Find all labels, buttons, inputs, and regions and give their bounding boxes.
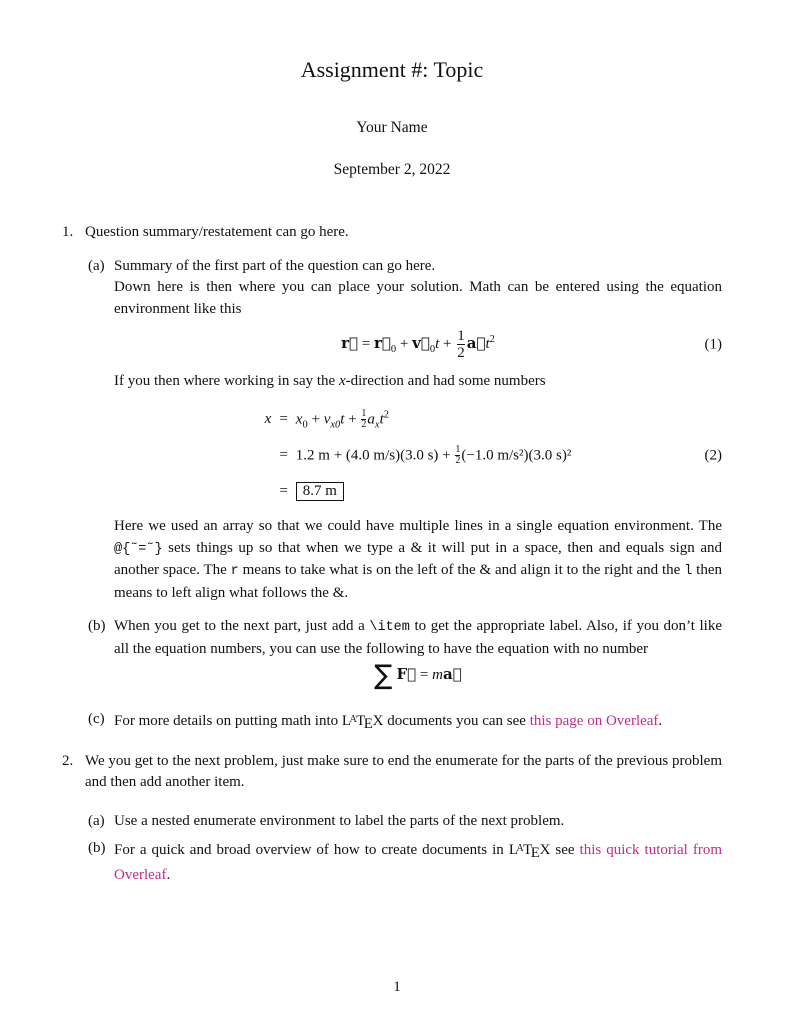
text-segment: to get the appropriate label. Also, if you don’t like all the equation numbers, you can use the following to have the equation with no number [114, 618, 722, 657]
document-date: September 2, 2022 [333, 160, 451, 178]
equation-row3 [296, 481, 572, 503]
part-label: (b) [88, 840, 106, 857]
math-token: (−1.0 m/s²)(3.0 s)² [461, 447, 572, 464]
item2-part-a-text: Use a nested enumerate environment to label the parts of the next problem. [114, 812, 565, 829]
part-body [114, 616, 722, 697]
latex-letter: L [508, 842, 518, 859]
enumerate-list [62, 222, 722, 886]
part-body [114, 811, 722, 833]
latex-letter: L [341, 712, 352, 729]
array-explanation [114, 516, 722, 604]
code-token: \item [369, 620, 410, 636]
part-label: (c) [88, 710, 105, 727]
part-a [85, 811, 722, 833]
math-token: 1 [457, 328, 465, 344]
math-token: = [279, 482, 288, 499]
empty-cell [265, 481, 272, 503]
latex-letter: E [530, 845, 540, 862]
equation-2-array [114, 409, 722, 503]
boxed-answer: 8.7 m [296, 482, 344, 501]
math-token: x [338, 373, 346, 390]
part-label: (a) [88, 257, 105, 274]
part-b [85, 838, 722, 886]
math-token: = [279, 410, 288, 427]
math-token: 0 [429, 344, 436, 356]
overleaf-tutorial-link[interactable]: this quick tutorial from Overleaf [114, 842, 723, 883]
latex-letter: A [516, 843, 524, 855]
math-token: t [379, 411, 384, 428]
math-token: m [432, 667, 443, 684]
item-number: 2. [62, 752, 74, 769]
part-c-text [114, 709, 722, 736]
math-token: a⃗ [466, 334, 486, 353]
list-item-1 [62, 222, 722, 736]
item1-summary: Question summary/restatement can go here. [85, 224, 349, 240]
fraction [457, 328, 465, 361]
text-segment: documents you can see [383, 712, 530, 729]
part-label: (b) [88, 618, 106, 635]
math-token: 2 [457, 345, 465, 362]
math-token: 2 [361, 419, 367, 431]
empty-cell [265, 445, 272, 467]
math-token: 2 [383, 409, 390, 421]
part-b [85, 616, 722, 697]
math-token: a⃗ [442, 665, 462, 684]
latex-letter: T [523, 842, 533, 859]
list-item-2 [62, 751, 722, 887]
math-token: x [374, 419, 380, 431]
latex-logo [341, 712, 384, 733]
equation-number: (1) [704, 335, 722, 352]
equation-array-grid [265, 409, 572, 503]
equation-number: (2) [704, 446, 722, 463]
math-token: 2 [489, 334, 495, 346]
part-body [114, 256, 722, 605]
part-body [114, 709, 722, 736]
text-segment: then means to left align what follows the &. [114, 562, 722, 601]
math-token: 1 [361, 407, 367, 419]
code-token: r [230, 564, 239, 580]
math-token: = [358, 336, 374, 353]
math-token: = [416, 667, 433, 684]
math-token: v [323, 411, 331, 428]
author-name: Your Name [356, 119, 428, 136]
latex-letter: X [539, 842, 551, 859]
text-segment: see [550, 842, 580, 859]
fraction [455, 445, 460, 467]
math-token: 1.2 m + (4.0 m/s)(3.0 s) + [295, 447, 455, 464]
latex-letter: A [349, 713, 357, 725]
code-token: l [684, 564, 693, 580]
latex-logo [508, 842, 551, 862]
newton-equation [114, 660, 722, 692]
item-body [85, 751, 722, 887]
math-token: + [307, 411, 324, 428]
overleaf-math-page-link[interactable]: this page on Overleaf [529, 712, 659, 729]
latex-letter: E [363, 716, 373, 733]
math-token: v⃗ [412, 334, 430, 353]
math-token: = [279, 446, 288, 463]
sum-symbol: ∑ [374, 660, 393, 692]
text-segment: For more details on putting math into [114, 712, 342, 729]
equation-row1 [296, 409, 572, 431]
text-segment: . [166, 866, 171, 883]
math-token: a [367, 411, 375, 428]
part-c [85, 709, 722, 736]
text-segment: If you then where working in say the [114, 373, 339, 390]
math-token: + [439, 336, 456, 353]
math-token: 1 [455, 443, 461, 455]
part-b-text [114, 616, 722, 660]
text-segment: Here we used an array so that we could have multiple lines in a single equation environment. The [114, 518, 722, 535]
math-token: x [295, 411, 303, 428]
text-segment: sets things up so that when we type a & it will put in a space, then and equals sign and another space. The [114, 539, 722, 579]
equation-1 [114, 328, 722, 361]
item-body [85, 222, 722, 736]
latex-letter: T [356, 712, 366, 729]
math-token: x0 [330, 419, 341, 431]
equation-row2 [296, 445, 572, 467]
page-title: Assignment #: Topic [300, 57, 484, 82]
page-number: 1 [393, 978, 401, 995]
text-segment: -direction and had some numbers [345, 373, 546, 390]
text-segment: For a quick and broad overview of how to create documents in [114, 842, 509, 859]
code-token: @{˜=˜} [114, 541, 163, 557]
part-label: (a) [88, 812, 105, 829]
part-a-solution-intro: Down here is then where you can place your solution. Math can be entered using the equation environment like this [114, 279, 722, 317]
item2-text: We you get to the next problem, just make sure to end the enumerate for the parts of the previous problem and then add another item. [85, 752, 722, 791]
equation-1-body [341, 328, 495, 362]
text-segment: means to take what is on the left of the & and align it to the right and the [238, 562, 685, 579]
fraction [361, 409, 366, 431]
latex-letter: X [372, 712, 384, 729]
math-token: + [396, 336, 413, 353]
math-token: 0 [390, 344, 397, 356]
part-body [114, 838, 722, 886]
part-a [85, 256, 722, 605]
math-token: F⃗ [396, 665, 417, 684]
text-segment: . [658, 712, 663, 729]
math-token: t [340, 411, 345, 428]
part-a-summary: Summary of the first part of the question can go here. [114, 257, 436, 274]
xdirection-intro [114, 371, 722, 393]
text-segment: When you get to the next part, just add a [114, 618, 370, 635]
math-token: 0 [302, 419, 308, 431]
math-token: 2 [455, 455, 461, 467]
math-token: r⃗ [373, 334, 391, 353]
item-number: 1. [62, 224, 74, 240]
math-token: + [344, 411, 361, 428]
item2-part-b-text [114, 838, 722, 886]
math-token: r⃗ [341, 334, 359, 353]
math-token: x [264, 410, 272, 427]
math-token: t [485, 336, 490, 353]
math-token: t [435, 336, 440, 353]
